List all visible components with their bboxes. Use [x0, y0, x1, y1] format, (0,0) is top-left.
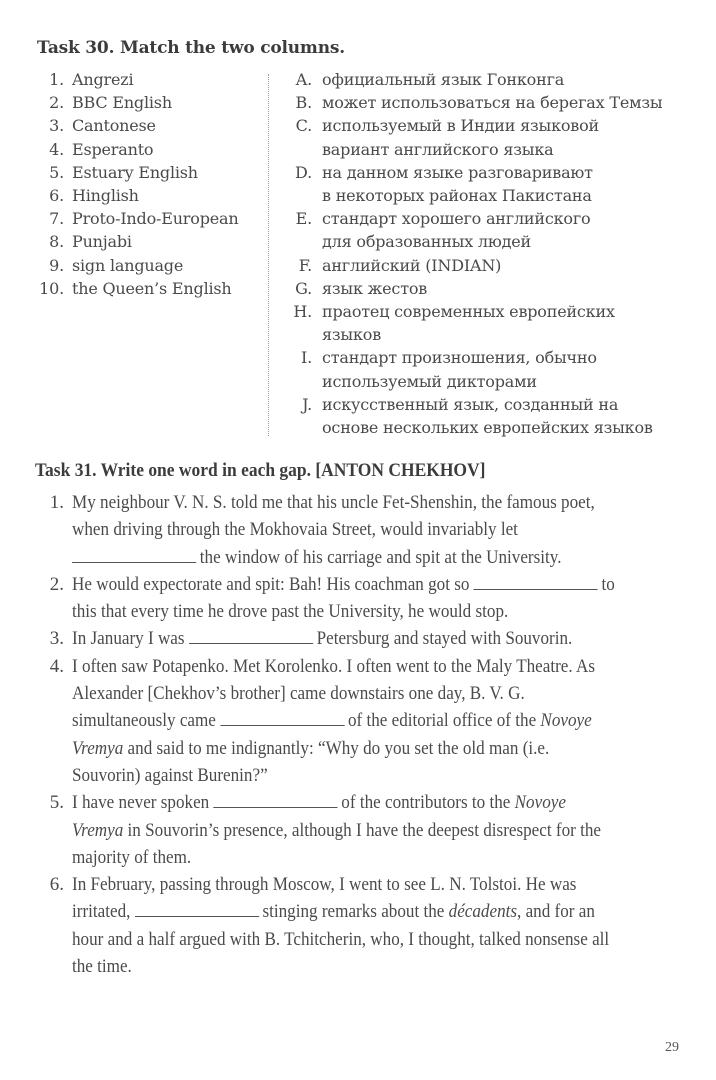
text-before-gap: In February, passing through Moscow, I went to see L. N. Tolstoi. He was irritated, — [72, 874, 577, 923]
text-after-gap: of the contributors to the — [341, 792, 511, 814]
right-item — [282, 184, 702, 207]
item-text: используемый дикторами — [322, 371, 537, 391]
page-number: 29 — [665, 1040, 679, 1055]
item-number: 4. — [49, 139, 64, 159]
right-item — [282, 254, 702, 277]
right-item — [282, 416, 702, 439]
item-letter: J. — [302, 394, 312, 414]
item-letter — [282, 370, 322, 393]
text-end: and said to me indignantly: “Why do you set the old man (i.e. Souvorin) against Burenin?” — [72, 737, 550, 786]
item-letter: I. — [300, 348, 312, 368]
text-after-gap: the window of his carriage and spit at the University. — [199, 546, 562, 568]
item-number: 1. — [49, 492, 64, 513]
item-text: стандарт хорошего английского — [322, 209, 591, 229]
left-item — [30, 91, 262, 114]
item-number: 5. — [49, 792, 64, 814]
text-before-gap: My neighbour V. N. S. told me that his uncle Fet-Shenshin, the famous poet, when driving through the Mokhovaia Street, would invariably let — [72, 492, 595, 541]
item-number: 3. — [49, 116, 64, 136]
task31-items — [32, 489, 682, 980]
text-after-gap: stinging remarks about the — [262, 901, 445, 923]
answer-gap[interactable] — [72, 548, 196, 563]
item-text — [72, 489, 621, 571]
left-item — [30, 184, 262, 207]
right-item — [282, 68, 702, 91]
right-item — [282, 370, 702, 393]
left-item — [30, 68, 262, 91]
item-text: в некоторых районах Пакистана — [322, 186, 592, 206]
item-number: 6. — [49, 874, 64, 896]
item-text: для образованных людей — [322, 232, 531, 252]
item-text: стандарт произношения, обычно — [322, 348, 597, 368]
gap-item — [32, 625, 682, 652]
task31-title: Task 31. Write one word in each gap. [ANTON CHEKHOV] — [35, 460, 486, 481]
gap-item — [32, 789, 682, 871]
item-letter: B. — [295, 93, 312, 113]
item-text: Cantonese — [72, 116, 156, 136]
item-text: Proto-Indo-European — [72, 209, 239, 229]
answer-gap[interactable] — [135, 902, 259, 917]
item-text: праотец современных европейских — [322, 302, 615, 322]
right-item — [282, 323, 702, 346]
text-after-gap: of the editorial office of the — [347, 710, 537, 732]
right-item — [282, 114, 702, 137]
text-before-gap: I have never spoken — [72, 792, 210, 814]
item-number: 7. — [49, 209, 64, 229]
item-text: на данном языке разговаривают — [322, 162, 593, 182]
item-text: язык жестов — [322, 278, 428, 298]
text-after-gap: Petersburg and stayed with Souvorin. — [316, 628, 573, 650]
item-number: 4. — [49, 655, 64, 677]
item-text: английский (INDIAN) — [322, 255, 502, 275]
left-item — [30, 138, 262, 161]
answer-gap[interactable] — [220, 711, 344, 726]
text-before-gap: I often saw Potapenko. Met Korolenko. I often went to the Maly Theatre. As Alexander [Chekhov’s brother] came downstairs one day, B. V. G. simultaneously came — [72, 655, 596, 732]
item-number: 10. — [39, 278, 64, 298]
text-before-gap: In January I was — [72, 628, 185, 650]
right-item — [282, 346, 702, 369]
right-item — [282, 161, 702, 184]
left-item — [30, 254, 262, 277]
item-letter: H. — [293, 302, 312, 322]
item-text: Angrezi — [72, 70, 134, 89]
answer-gap[interactable] — [189, 629, 313, 644]
item-letter — [282, 323, 322, 346]
right-item — [282, 277, 702, 300]
item-letter — [282, 416, 322, 439]
item-letter: A. — [295, 70, 312, 89]
left-item — [30, 230, 262, 253]
item-text: Esperanto — [72, 139, 154, 159]
task30-title: Task 30. Match the two columns. — [37, 38, 345, 58]
answer-gap[interactable] — [213, 793, 337, 808]
gap-item — [32, 489, 682, 571]
left-item — [30, 277, 262, 300]
gap-item — [32, 571, 682, 626]
item-text: основе нескольких европейских языков — [322, 418, 653, 438]
text-end: in Souvorin’s presence, although I have the deepest disrespect for the majority of them. — [72, 819, 602, 868]
answer-gap[interactable] — [474, 575, 598, 590]
item-number: 6. — [49, 186, 64, 206]
item-text: вариант английского языка — [322, 139, 554, 159]
item-number: 3. — [49, 628, 64, 650]
right-item — [282, 207, 702, 230]
left-item — [30, 207, 262, 230]
italic-title: Novoye Vremya — [72, 710, 592, 759]
item-letter: F. — [298, 255, 312, 275]
item-text: используемый в Индии языковой — [322, 116, 600, 136]
text-after-gap: to this that every time he drove past the University, he would stop. — [72, 573, 615, 623]
item-text: BBC English — [72, 93, 172, 113]
right-item — [282, 300, 702, 323]
gap-item — [32, 653, 682, 789]
item-text: искусственный язык, созданный на — [322, 394, 619, 414]
item-text: Estuary English — [72, 162, 198, 182]
column-divider — [268, 74, 269, 436]
item-letter — [282, 138, 322, 161]
item-letter: G. — [295, 278, 312, 298]
item-letter: C. — [295, 116, 312, 136]
item-number: 2. — [49, 93, 64, 113]
item-number: 2. — [49, 573, 64, 595]
item-text: the Queen’s English — [72, 278, 232, 298]
item-text — [72, 625, 621, 652]
item-number: 9. — [49, 255, 64, 275]
left-item — [30, 114, 262, 137]
gap-item — [32, 871, 682, 980]
item-letter: D. — [295, 162, 312, 182]
task30-left-column — [30, 68, 262, 300]
item-text — [72, 789, 621, 871]
right-item — [282, 230, 702, 253]
item-text: Punjabi — [72, 232, 132, 252]
item-text — [72, 871, 621, 980]
text-before-gap: He would expectorate and spit: Bah! His coachman got so — [72, 573, 470, 595]
item-letter: E. — [295, 209, 312, 229]
item-number: 8. — [49, 232, 64, 252]
item-text: может использоваться на берегах Темзы — [322, 93, 663, 113]
item-letter — [282, 184, 322, 207]
item-letter — [282, 230, 322, 253]
item-text: языков — [322, 325, 381, 345]
item-number: 5. — [49, 162, 64, 182]
italic-title: Novoye Vremya — [72, 792, 566, 841]
right-item — [282, 393, 702, 416]
item-text: Hinglish — [72, 186, 139, 206]
italic-title: décadents — [448, 901, 518, 923]
right-item — [282, 138, 702, 161]
task30-right-column — [282, 68, 702, 439]
left-item — [30, 161, 262, 184]
text-end: , and for an hour and a half argued with B. Tchitcherin, who, I thought, talked nonsense all the time. — [72, 901, 610, 978]
item-text: официальный язык Гонконга — [322, 70, 565, 89]
item-text — [72, 653, 621, 789]
item-number: 1. — [49, 70, 64, 89]
item-text — [72, 571, 621, 626]
item-text: sign language — [72, 255, 184, 275]
right-item — [282, 91, 702, 114]
